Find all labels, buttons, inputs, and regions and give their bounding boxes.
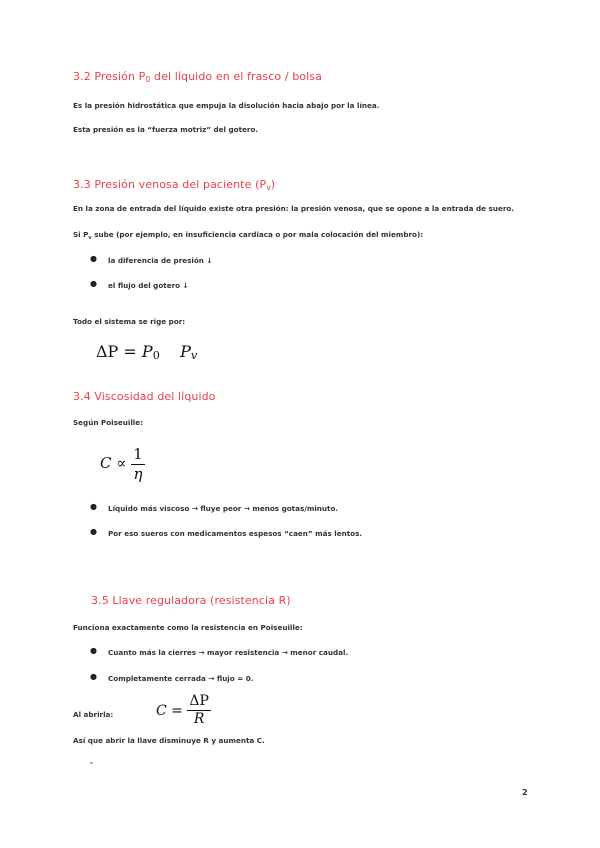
section-3-2-title: 3.2 Presión $P_0$ del líquido en el frasco / bolsa bbox=[73, 70, 322, 84]
paragraph: Esta presión es la “fuerza motriz” del gotero. bbox=[73, 125, 259, 134]
paragraph: Según Poiseuille: bbox=[73, 418, 144, 427]
list-item: el flujo del gotero ↓ bbox=[108, 281, 189, 290]
bullet-dot: ● bbox=[90, 646, 97, 655]
bullet-dot: ● bbox=[90, 279, 97, 288]
pressure-formula: $\Delta P = P_0$ $P_v$ bbox=[96, 342, 198, 362]
paragraph: Funciona exactamente como la resistencia en Poiseuille: bbox=[73, 623, 303, 632]
paragraph: Todo el sistema se rige por: bbox=[73, 317, 186, 326]
list-item: la diferencia de presión ↓ bbox=[108, 256, 213, 265]
bullet-dot: ● bbox=[90, 672, 97, 681]
list-item: Por eso sueros con medicamentos espesos “caen” más lentos. bbox=[108, 529, 363, 538]
paragraph: Es la presión hidrostática que empuja la disolución hacia abajo por la línea. bbox=[73, 101, 380, 110]
paragraph: Así que abrir la llave disminuye R y aumenta C. bbox=[73, 736, 265, 745]
paragraph: Si $P_v$ sube (por ejemplo, en insuficiencia cardiaca o por mala colocación del miembro): bbox=[73, 230, 424, 241]
section-3-5-title: 3.5 Llave reguladora (resistencia R) bbox=[91, 594, 291, 607]
bullet-dot: ● bbox=[90, 527, 97, 536]
paragraph-label: Al abrirla: bbox=[73, 710, 114, 719]
list-item: Completamente cerrada → flujo = 0. bbox=[108, 674, 254, 683]
section-3-4-title: 3.4 Viscosidad del líquido bbox=[73, 390, 216, 403]
list-item: Líquido más viscoso → fluye peor → menos gotas/minuto. bbox=[108, 504, 339, 513]
list-item: Cuanto más la cierres → mayor resistencia → menor caudal. bbox=[108, 648, 349, 657]
page-number: 2 bbox=[522, 788, 528, 797]
bullet-dot: ● bbox=[90, 502, 97, 511]
bullet-dot: ● bbox=[90, 254, 97, 263]
viscosity-formula: C ∝ $\frac{1}{\eta}$ bbox=[100, 445, 143, 483]
trailing-dash: - bbox=[90, 758, 93, 767]
section-3-3-title: 3.3 Presión venosa del paciente $(P_v)$ bbox=[73, 178, 276, 192]
flow-formula: C = $\frac{\Delta P}{R}$ bbox=[156, 693, 209, 728]
paragraph: En la zona de entrada del líquido existe otra presión: la presión venosa, que se opone a la entrada de suero. bbox=[73, 204, 515, 213]
